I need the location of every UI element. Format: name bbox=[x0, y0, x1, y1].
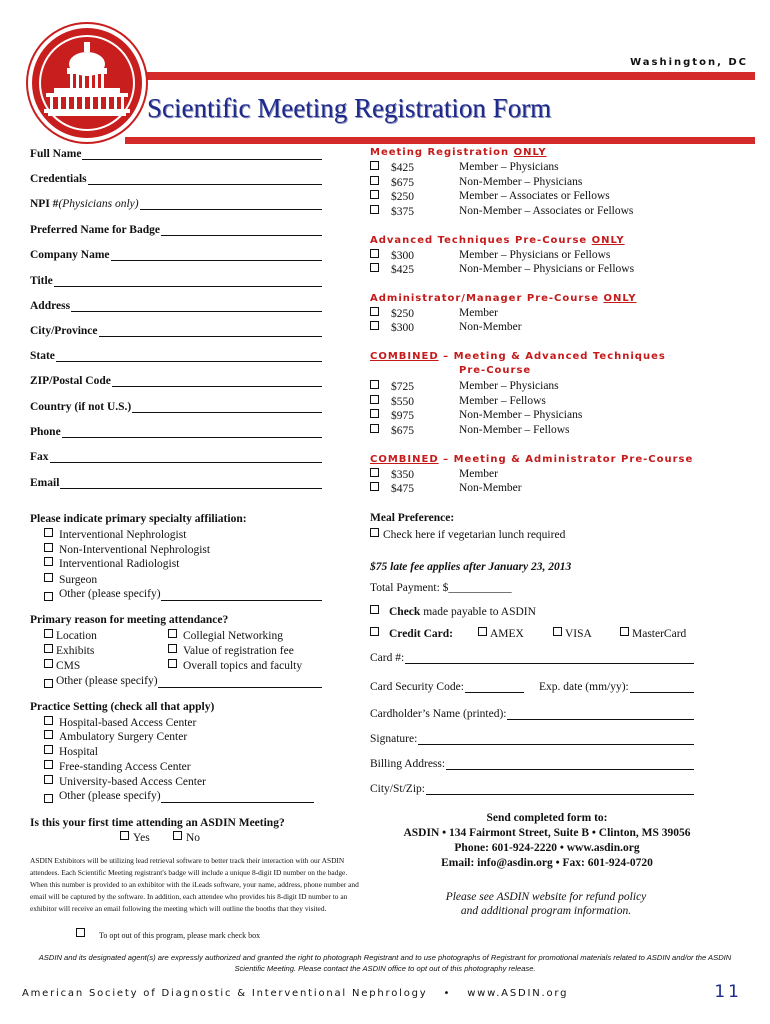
specialty-option[interactable]: Surgeon bbox=[44, 573, 97, 586]
fax-field[interactable] bbox=[30, 449, 322, 463]
location-label: Washington, DC bbox=[630, 57, 748, 68]
title-field[interactable] bbox=[30, 273, 322, 287]
checkbox-icon bbox=[370, 380, 379, 389]
fee-description: Non-Member – Physicians bbox=[459, 409, 583, 421]
checkbox-icon bbox=[168, 644, 177, 653]
send-email: Email: info@asdin.org • Fax: 601-924-0720 bbox=[441, 857, 653, 869]
field-label: Billing Address: bbox=[370, 758, 446, 770]
field-label: Credentials bbox=[30, 173, 87, 185]
fee-option[interactable]: $425 bbox=[370, 263, 414, 276]
reason-heading: Primary reason for meeting attendance? bbox=[30, 614, 229, 626]
checkbox-icon bbox=[370, 605, 379, 614]
photo-release-notice: ASDIN and its designated agent(s) are expressly authorized and granted the right to photograph Registrant and to use photographs of Registrant for promotional materials related to ASDIN and/or the ASDIN Scientific Meeting. Please contact the ASDIN office to opt out of this photography release. bbox=[38, 953, 732, 973]
checkbox-icon bbox=[370, 307, 379, 316]
company-name-field[interactable] bbox=[30, 247, 322, 261]
send-phone: Phone: 601-924-2220 • www.asdin.org bbox=[454, 842, 640, 854]
send-address: ASDIN • 134 Fairmont Street, Suite B • Clinton, MS 39056 bbox=[403, 827, 691, 839]
visa-option[interactable]: VISA bbox=[553, 627, 592, 640]
checkbox-icon bbox=[44, 644, 53, 653]
field-label: City/Province bbox=[30, 325, 98, 337]
checkbox-icon bbox=[44, 760, 53, 769]
practice-option[interactable]: University-based Access Center bbox=[44, 775, 206, 788]
reason-option[interactable]: Overall topics and faculty bbox=[168, 659, 302, 672]
exhibitor-notice: ASDIN Exhibitors will be utilizing lead retrieval software to better track their interaction with our ASDIN attendees. Each Scientific Meeting registrant's badge will include a unique 8-digit ID number on the badge. When this number is provided to an exhibitor with the iLeads software, your name, address, phone number and email will be captured by the software. In addition, each attendee who provides his 8-digit ID number to an exhibitor will receive an email following the meeting which will outline the booths that they visited. bbox=[30, 856, 359, 913]
practice-heading: Practice Setting (check all that apply) bbox=[30, 701, 215, 713]
footer-org: American Society of Diagnostic & Interventional Nephrology bbox=[22, 988, 428, 999]
email-field[interactable] bbox=[30, 475, 322, 489]
fee-description: Member – Associates or Fellows bbox=[459, 190, 610, 202]
fee-description: Member bbox=[459, 307, 498, 319]
fee-description: Non-Member bbox=[459, 321, 522, 333]
checkbox-icon bbox=[370, 205, 379, 214]
practice-option[interactable]: Ambulatory Surgery Center bbox=[44, 730, 187, 743]
checkbox-icon bbox=[173, 831, 182, 840]
checkbox-icon bbox=[478, 627, 487, 636]
cardholder-field[interactable] bbox=[370, 706, 694, 720]
fee-description: Non-Member – Physicians or Fellows bbox=[459, 263, 635, 275]
checkbox-icon bbox=[370, 190, 379, 199]
fee-description: Member – Physicians bbox=[459, 161, 559, 173]
checkbox-icon bbox=[44, 745, 53, 754]
npi-field[interactable] bbox=[30, 196, 322, 210]
expiry-field[interactable] bbox=[539, 679, 694, 693]
credit-card-option[interactable]: Credit Card: bbox=[370, 627, 453, 640]
meal-heading: Meal Preference: bbox=[370, 512, 455, 524]
specialty-option-other[interactable]: Other (please specify) bbox=[44, 588, 322, 601]
fee-description: Non-Member – Physicians bbox=[459, 176, 583, 188]
practice-option[interactable]: Hospital bbox=[44, 745, 98, 758]
fee-option[interactable]: $675 bbox=[370, 176, 414, 189]
fee-option[interactable]: $550 bbox=[370, 395, 414, 408]
practice-option-other[interactable]: Other (please specify) bbox=[44, 790, 314, 803]
meeting-registration-heading: Meeting Registration ONLY bbox=[370, 147, 547, 158]
checkbox-icon bbox=[370, 627, 379, 636]
security-code-field[interactable] bbox=[370, 679, 524, 693]
billing-address-field[interactable] bbox=[370, 756, 694, 770]
field-label: Signature: bbox=[370, 733, 418, 745]
field-label: Address bbox=[30, 300, 71, 312]
zip-field[interactable] bbox=[30, 373, 322, 387]
check-option[interactable]: Check made payable to ASDIN bbox=[370, 605, 536, 618]
checkbox-icon bbox=[44, 716, 53, 725]
fee-description: Non-Member bbox=[459, 482, 522, 494]
checkbox-icon bbox=[44, 679, 53, 688]
checkbox-icon bbox=[370, 161, 379, 170]
badge-name-field[interactable] bbox=[30, 222, 322, 236]
field-label: Company Name bbox=[30, 249, 110, 261]
fee-description: Member – Physicians or Fellows bbox=[459, 249, 611, 261]
checkbox-icon bbox=[370, 263, 379, 272]
send-heading: Send completed form to: bbox=[486, 812, 608, 824]
field-label: Preferred Name for Badge bbox=[30, 224, 160, 236]
field-label: Cardholder’s Name (printed): bbox=[370, 708, 507, 720]
specialty-option[interactable]: Interventional Radiologist bbox=[44, 557, 179, 570]
footer-site[interactable]: www.ASDIN.org bbox=[467, 988, 569, 999]
fee-description: Member – Fellows bbox=[459, 395, 546, 407]
mastercard-option[interactable]: MasterCard bbox=[620, 627, 686, 640]
total-payment[interactable]: Total Payment: $___________ bbox=[370, 582, 512, 594]
checkbox-icon bbox=[620, 627, 629, 636]
fee-description: Member – Physicians bbox=[459, 380, 559, 392]
field-label: Email bbox=[30, 477, 60, 489]
checkbox-icon bbox=[370, 424, 379, 433]
checkbox-icon bbox=[76, 928, 85, 937]
reason-option[interactable]: Location bbox=[44, 629, 97, 642]
fee-option[interactable]: $375 bbox=[370, 205, 414, 218]
checkbox-icon bbox=[44, 730, 53, 739]
address-field[interactable] bbox=[30, 298, 322, 312]
checkbox-icon bbox=[370, 176, 379, 185]
field-label: ZIP/Postal Code bbox=[30, 375, 111, 387]
administrator-heading: Administrator/Manager Pre-Course ONLY bbox=[370, 293, 637, 304]
checkbox-icon bbox=[44, 543, 53, 552]
fee-option[interactable]: $975 bbox=[370, 409, 414, 422]
checkbox-icon bbox=[168, 659, 177, 668]
fee-description: Member bbox=[459, 468, 498, 480]
state-field[interactable] bbox=[30, 348, 322, 362]
checkbox-icon bbox=[370, 321, 379, 330]
opt-out-row[interactable]: To opt out of this program, please mark check box bbox=[76, 928, 260, 940]
first-time-question: Is this your first time attending an ASDIN Meeting? bbox=[30, 817, 285, 829]
checkbox-icon bbox=[370, 249, 379, 258]
full-name-field[interactable] bbox=[30, 146, 322, 160]
page-number: 11 bbox=[714, 982, 742, 1002]
combined-advanced-heading-line2: Pre-Course bbox=[459, 365, 532, 376]
country-field[interactable] bbox=[30, 399, 322, 413]
checkbox-icon bbox=[370, 528, 379, 537]
reason-option-other[interactable]: Other (please specify) bbox=[44, 675, 322, 688]
vegetarian-option[interactable]: Check here if vegetarian lunch required bbox=[370, 528, 565, 541]
footer-bullet: • bbox=[443, 988, 452, 999]
fee-option[interactable]: $675 bbox=[370, 424, 414, 437]
checkbox-icon bbox=[44, 573, 53, 582]
reason-option[interactable]: Collegial Networking bbox=[168, 629, 283, 642]
late-fee-note: $75 late fee applies after January 23, 2013 bbox=[370, 561, 572, 573]
checkbox-icon bbox=[168, 629, 177, 638]
signature-field[interactable] bbox=[370, 731, 694, 745]
checkbox-icon bbox=[44, 528, 53, 537]
field-label: Fax bbox=[30, 451, 49, 463]
field-label: NPI # bbox=[30, 198, 59, 210]
checkbox-icon bbox=[44, 794, 53, 803]
send-block bbox=[370, 811, 724, 871]
practice-option[interactable]: Free-standing Access Center bbox=[44, 760, 191, 773]
checkbox-icon bbox=[120, 831, 129, 840]
reason-option[interactable]: Value of registration fee bbox=[168, 644, 294, 657]
checkbox-icon bbox=[370, 409, 379, 418]
fee-option[interactable]: $300 bbox=[370, 249, 414, 262]
page-title: Scientific Meeting Registration Form bbox=[147, 93, 552, 123]
specialty-heading: Please indicate primary specialty affiliation: bbox=[30, 513, 247, 525]
checkbox-icon bbox=[370, 395, 379, 404]
field-label: Card Security Code: bbox=[370, 681, 464, 693]
credentials-field[interactable] bbox=[30, 171, 322, 185]
combined-advanced-heading: COMBINED – Meeting & Advanced Techniques bbox=[370, 351, 666, 362]
fee-option[interactable]: $425 bbox=[370, 161, 414, 174]
fee-description: Non-Member – Fellows bbox=[459, 424, 570, 436]
field-label: Country (if not U.S.) bbox=[30, 401, 132, 413]
checkbox-icon bbox=[44, 557, 53, 566]
checkbox-icon bbox=[44, 775, 53, 784]
field-label: Card #: bbox=[370, 652, 405, 664]
phone-field[interactable] bbox=[30, 424, 322, 438]
specialty-option[interactable]: Interventional Nephrologist bbox=[44, 528, 186, 541]
fee-option[interactable]: $350 bbox=[370, 468, 414, 481]
amex-option[interactable]: AMEX bbox=[478, 627, 524, 640]
checkbox-icon bbox=[553, 627, 562, 636]
practice-option[interactable]: Hospital-based Access Center bbox=[44, 716, 196, 729]
field-label: Exp. date (mm/yy): bbox=[539, 681, 629, 693]
field-label: City/St/Zip: bbox=[370, 783, 425, 795]
checkbox-icon bbox=[44, 592, 53, 601]
field-label: Phone bbox=[30, 426, 61, 438]
field-label: Title bbox=[30, 275, 53, 287]
advanced-techniques-heading: Advanced Techniques Pre-Course ONLY bbox=[370, 235, 625, 246]
refund-note: Please see ASDIN website for refund policy and additional program information. bbox=[445, 891, 647, 917]
specialty-option[interactable]: Non-Interventional Nephrologist bbox=[44, 543, 210, 556]
checkbox-icon bbox=[370, 482, 379, 491]
first-time-no[interactable]: No bbox=[173, 831, 200, 844]
fee-description: Non-Member – Associates or Fellows bbox=[459, 205, 634, 217]
checkbox-icon bbox=[44, 659, 53, 668]
field-note: (Physicians only) bbox=[58, 198, 139, 210]
checkbox-icon bbox=[44, 629, 53, 638]
fee-option[interactable]: $725 bbox=[370, 380, 414, 393]
city-st-zip-field[interactable] bbox=[370, 781, 694, 795]
combined-admin-heading: COMBINED – Meeting & Administrator Pre-Course bbox=[370, 454, 694, 465]
city-field[interactable] bbox=[30, 323, 322, 337]
card-number-field[interactable] bbox=[370, 650, 694, 664]
first-time-yes[interactable]: Yes bbox=[120, 831, 150, 844]
fee-option[interactable]: $475 bbox=[370, 482, 414, 495]
fee-option[interactable]: $250 bbox=[370, 307, 414, 320]
capitol-logo-icon bbox=[28, 24, 146, 142]
field-label: State bbox=[30, 350, 55, 362]
field-label: Full Name bbox=[30, 148, 82, 160]
reason-option[interactable]: Exhibits bbox=[44, 644, 94, 657]
fee-option[interactable]: $300 bbox=[370, 321, 414, 334]
checkbox-icon bbox=[370, 468, 379, 477]
footer-text bbox=[22, 988, 568, 999]
reason-option[interactable]: CMS bbox=[44, 659, 80, 672]
fee-option[interactable]: $250 bbox=[370, 190, 414, 203]
